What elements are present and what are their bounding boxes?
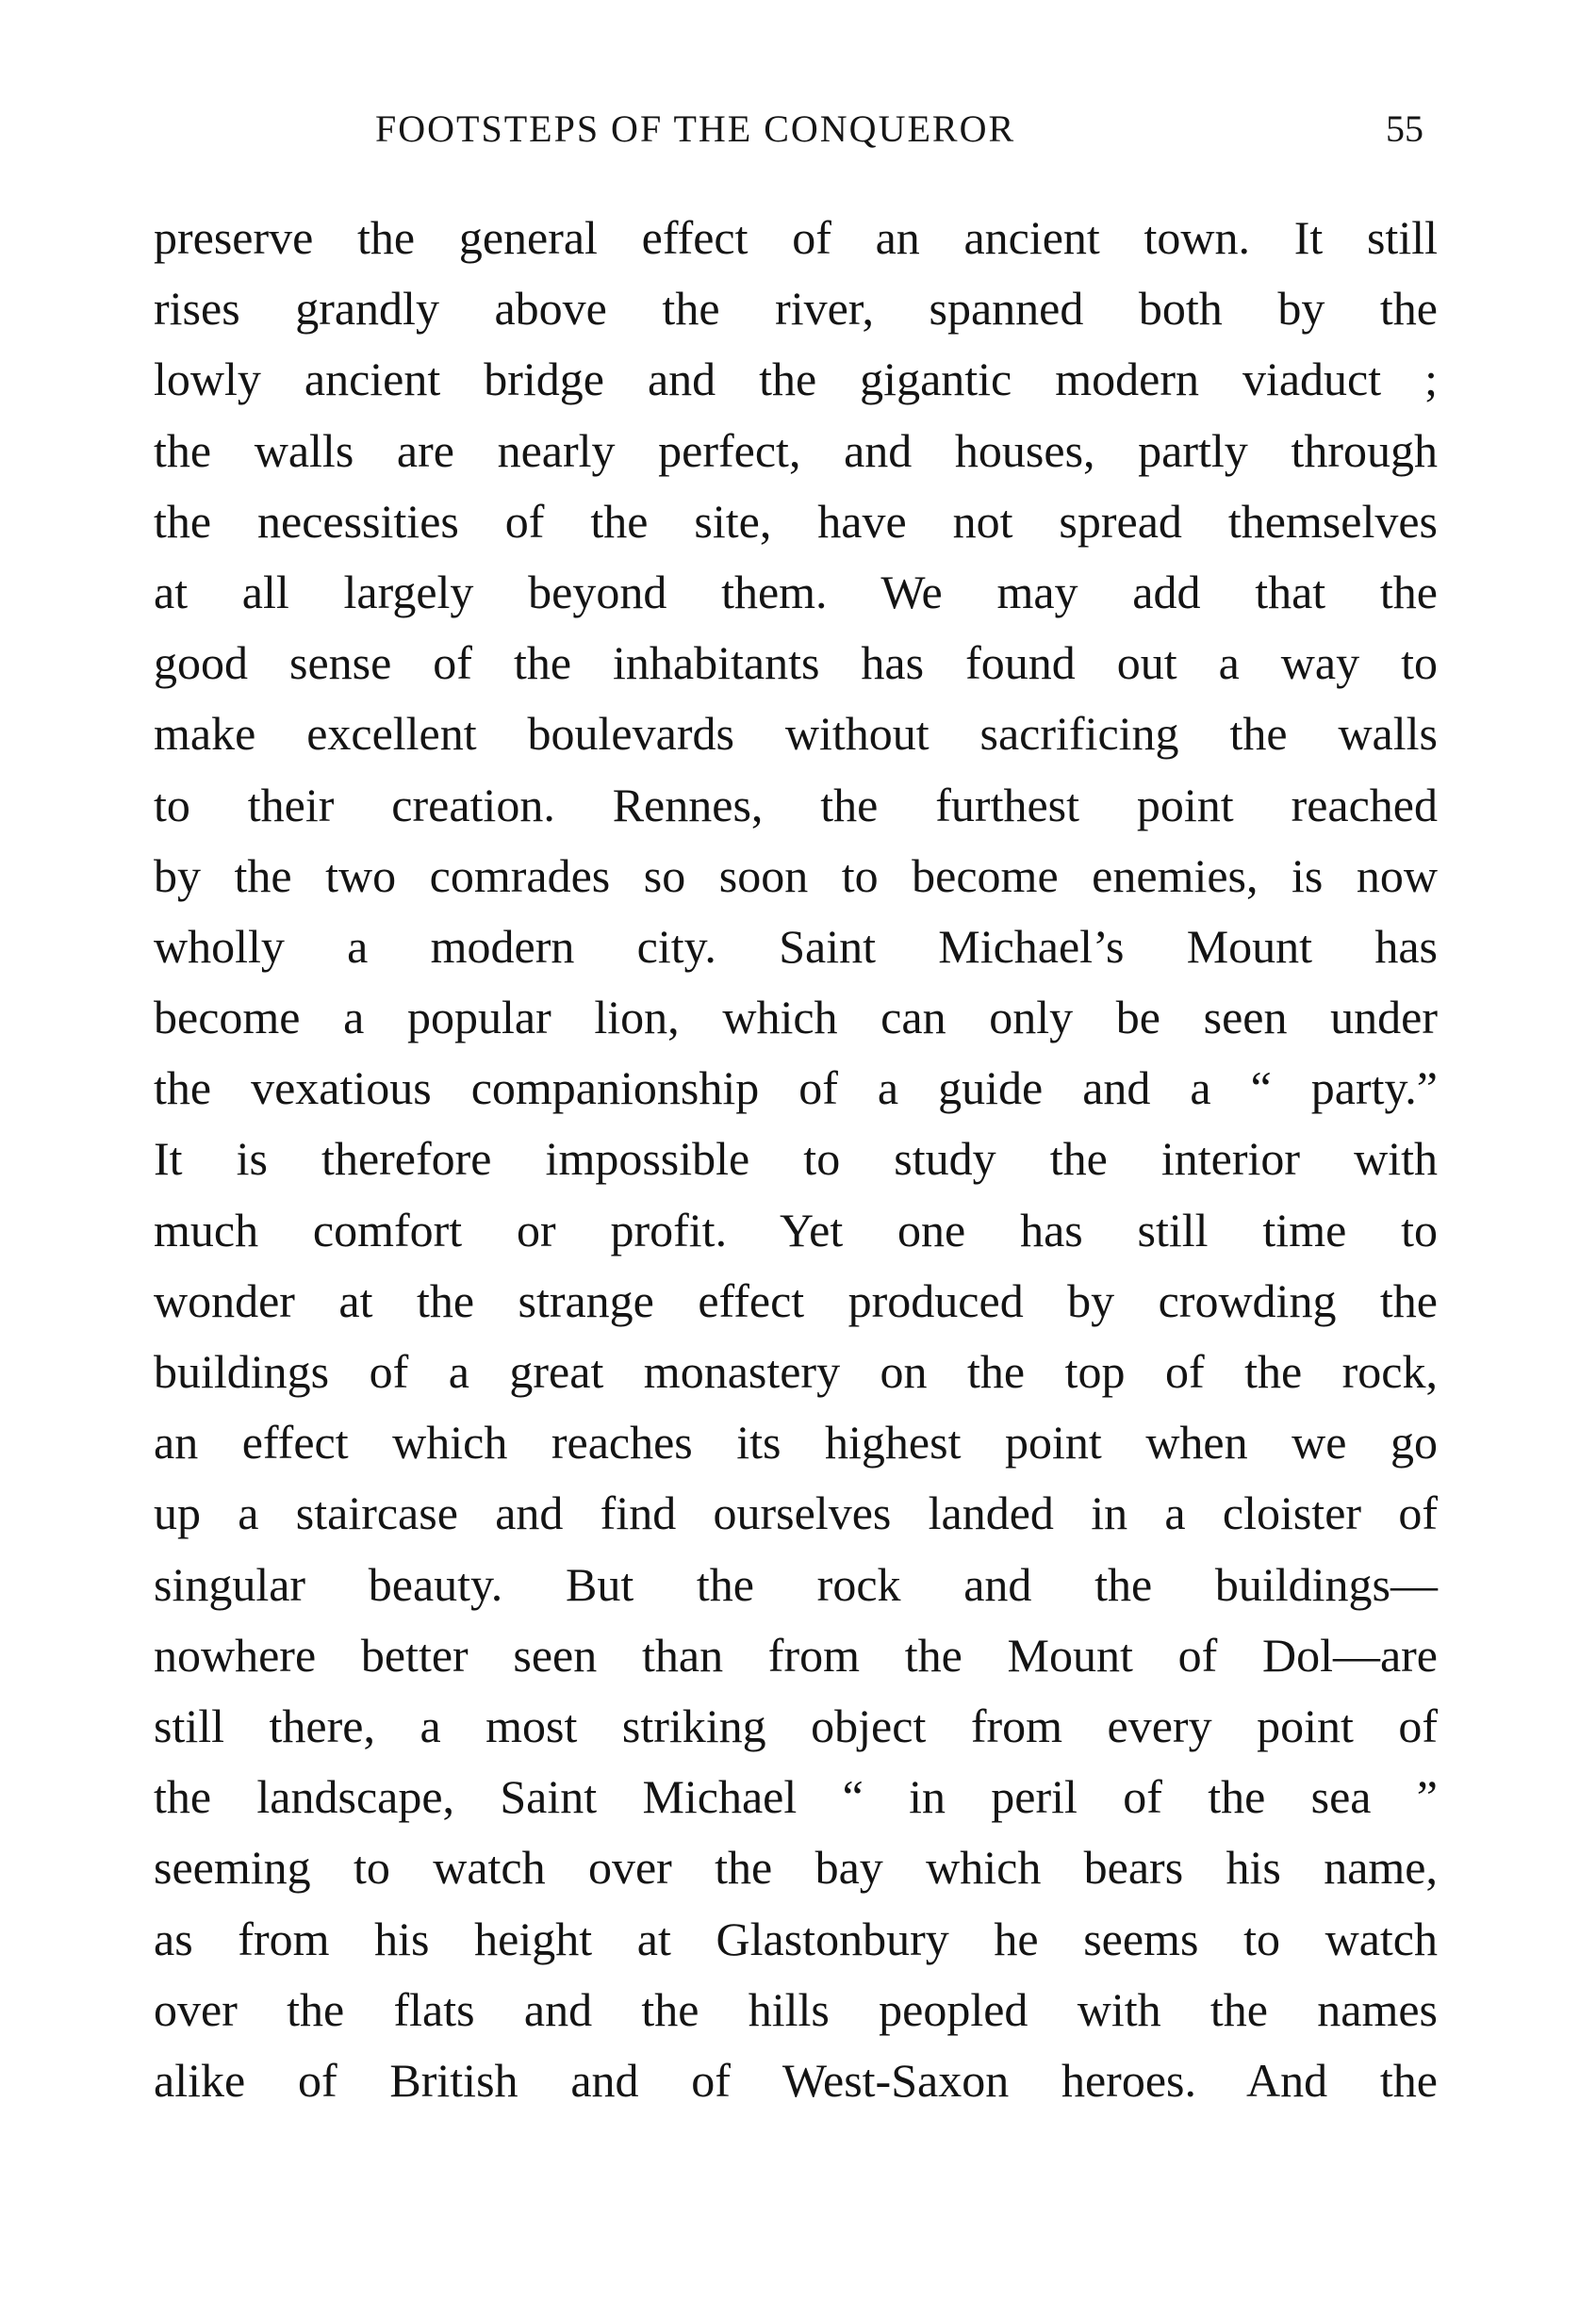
text-line: buildings of a great monastery on the top of the rock, bbox=[154, 1345, 1438, 1398]
text-line: wholly a modern city. Saint Michael’s Mount has bbox=[154, 919, 1438, 973]
text-line: up a staircase and find ourselves landed in a cloister of bbox=[154, 1486, 1438, 1540]
running-title: FOOTSTEPS OF THE CONQUEROR bbox=[375, 107, 1016, 150]
text-line: the vexatious companionship of a guide and a “ party.” bbox=[154, 1061, 1438, 1115]
text-line: the walls are nearly perfect, and houses, partly through bbox=[154, 423, 1438, 477]
text-line: by the two comrades so soon to become enemies, is now bbox=[154, 848, 1438, 902]
text-line: become a popular lion, which can only be seen under bbox=[154, 991, 1438, 1044]
page-number: 55 bbox=[1386, 107, 1423, 150]
text-line: lowly ancient bridge and the gigantic modern viaduct ; bbox=[154, 353, 1438, 406]
text-line: rises grandly above the river, spanned both by the bbox=[154, 282, 1438, 336]
text-line: over the flats and the hills peopled with the names bbox=[154, 1982, 1438, 2036]
text-line: It is therefore impossible to study the interior with bbox=[154, 1132, 1438, 1186]
text-line: as from his height at Glastonbury he seems to watch bbox=[154, 1912, 1438, 1965]
text-line: good sense of the inhabitants has found out a way to bbox=[154, 636, 1438, 690]
running-head bbox=[375, 106, 1423, 153]
text-line: much comfort or profit. Yet one has still time to bbox=[154, 1203, 1438, 1256]
body-text bbox=[154, 203, 1438, 2116]
text-line: nowhere better seen than from the Mount of Dol—are bbox=[154, 1628, 1438, 1682]
text-line: the landscape, Saint Michael “ in peril of the sea ” bbox=[154, 1770, 1438, 1824]
text-line: make excellent boulevards without sacrificing the walls bbox=[154, 707, 1438, 761]
text-line: at all largely beyond them. We may add that the bbox=[154, 565, 1438, 618]
text-line: wonder at the strange effect produced by crowding the bbox=[154, 1273, 1438, 1327]
text-line: alike of British and of West-Saxon heroes. And the bbox=[154, 2053, 1438, 2107]
text-line: to their creation. Rennes, the furthest point reached bbox=[154, 778, 1438, 831]
text-line: seeming to watch over the bay which bears his name, bbox=[154, 1841, 1438, 1895]
text-line: an effect which reaches its highest point when we go bbox=[154, 1416, 1438, 1470]
text-line: preserve the general effect of an ancient town. It still bbox=[154, 211, 1438, 264]
text-line: still there, a most striking object from every point of bbox=[154, 1699, 1438, 1752]
text-line: singular beauty. But the rock and the buildings— bbox=[154, 1557, 1438, 1611]
text-line: the necessities of the site, have not spread themselves bbox=[154, 494, 1438, 548]
